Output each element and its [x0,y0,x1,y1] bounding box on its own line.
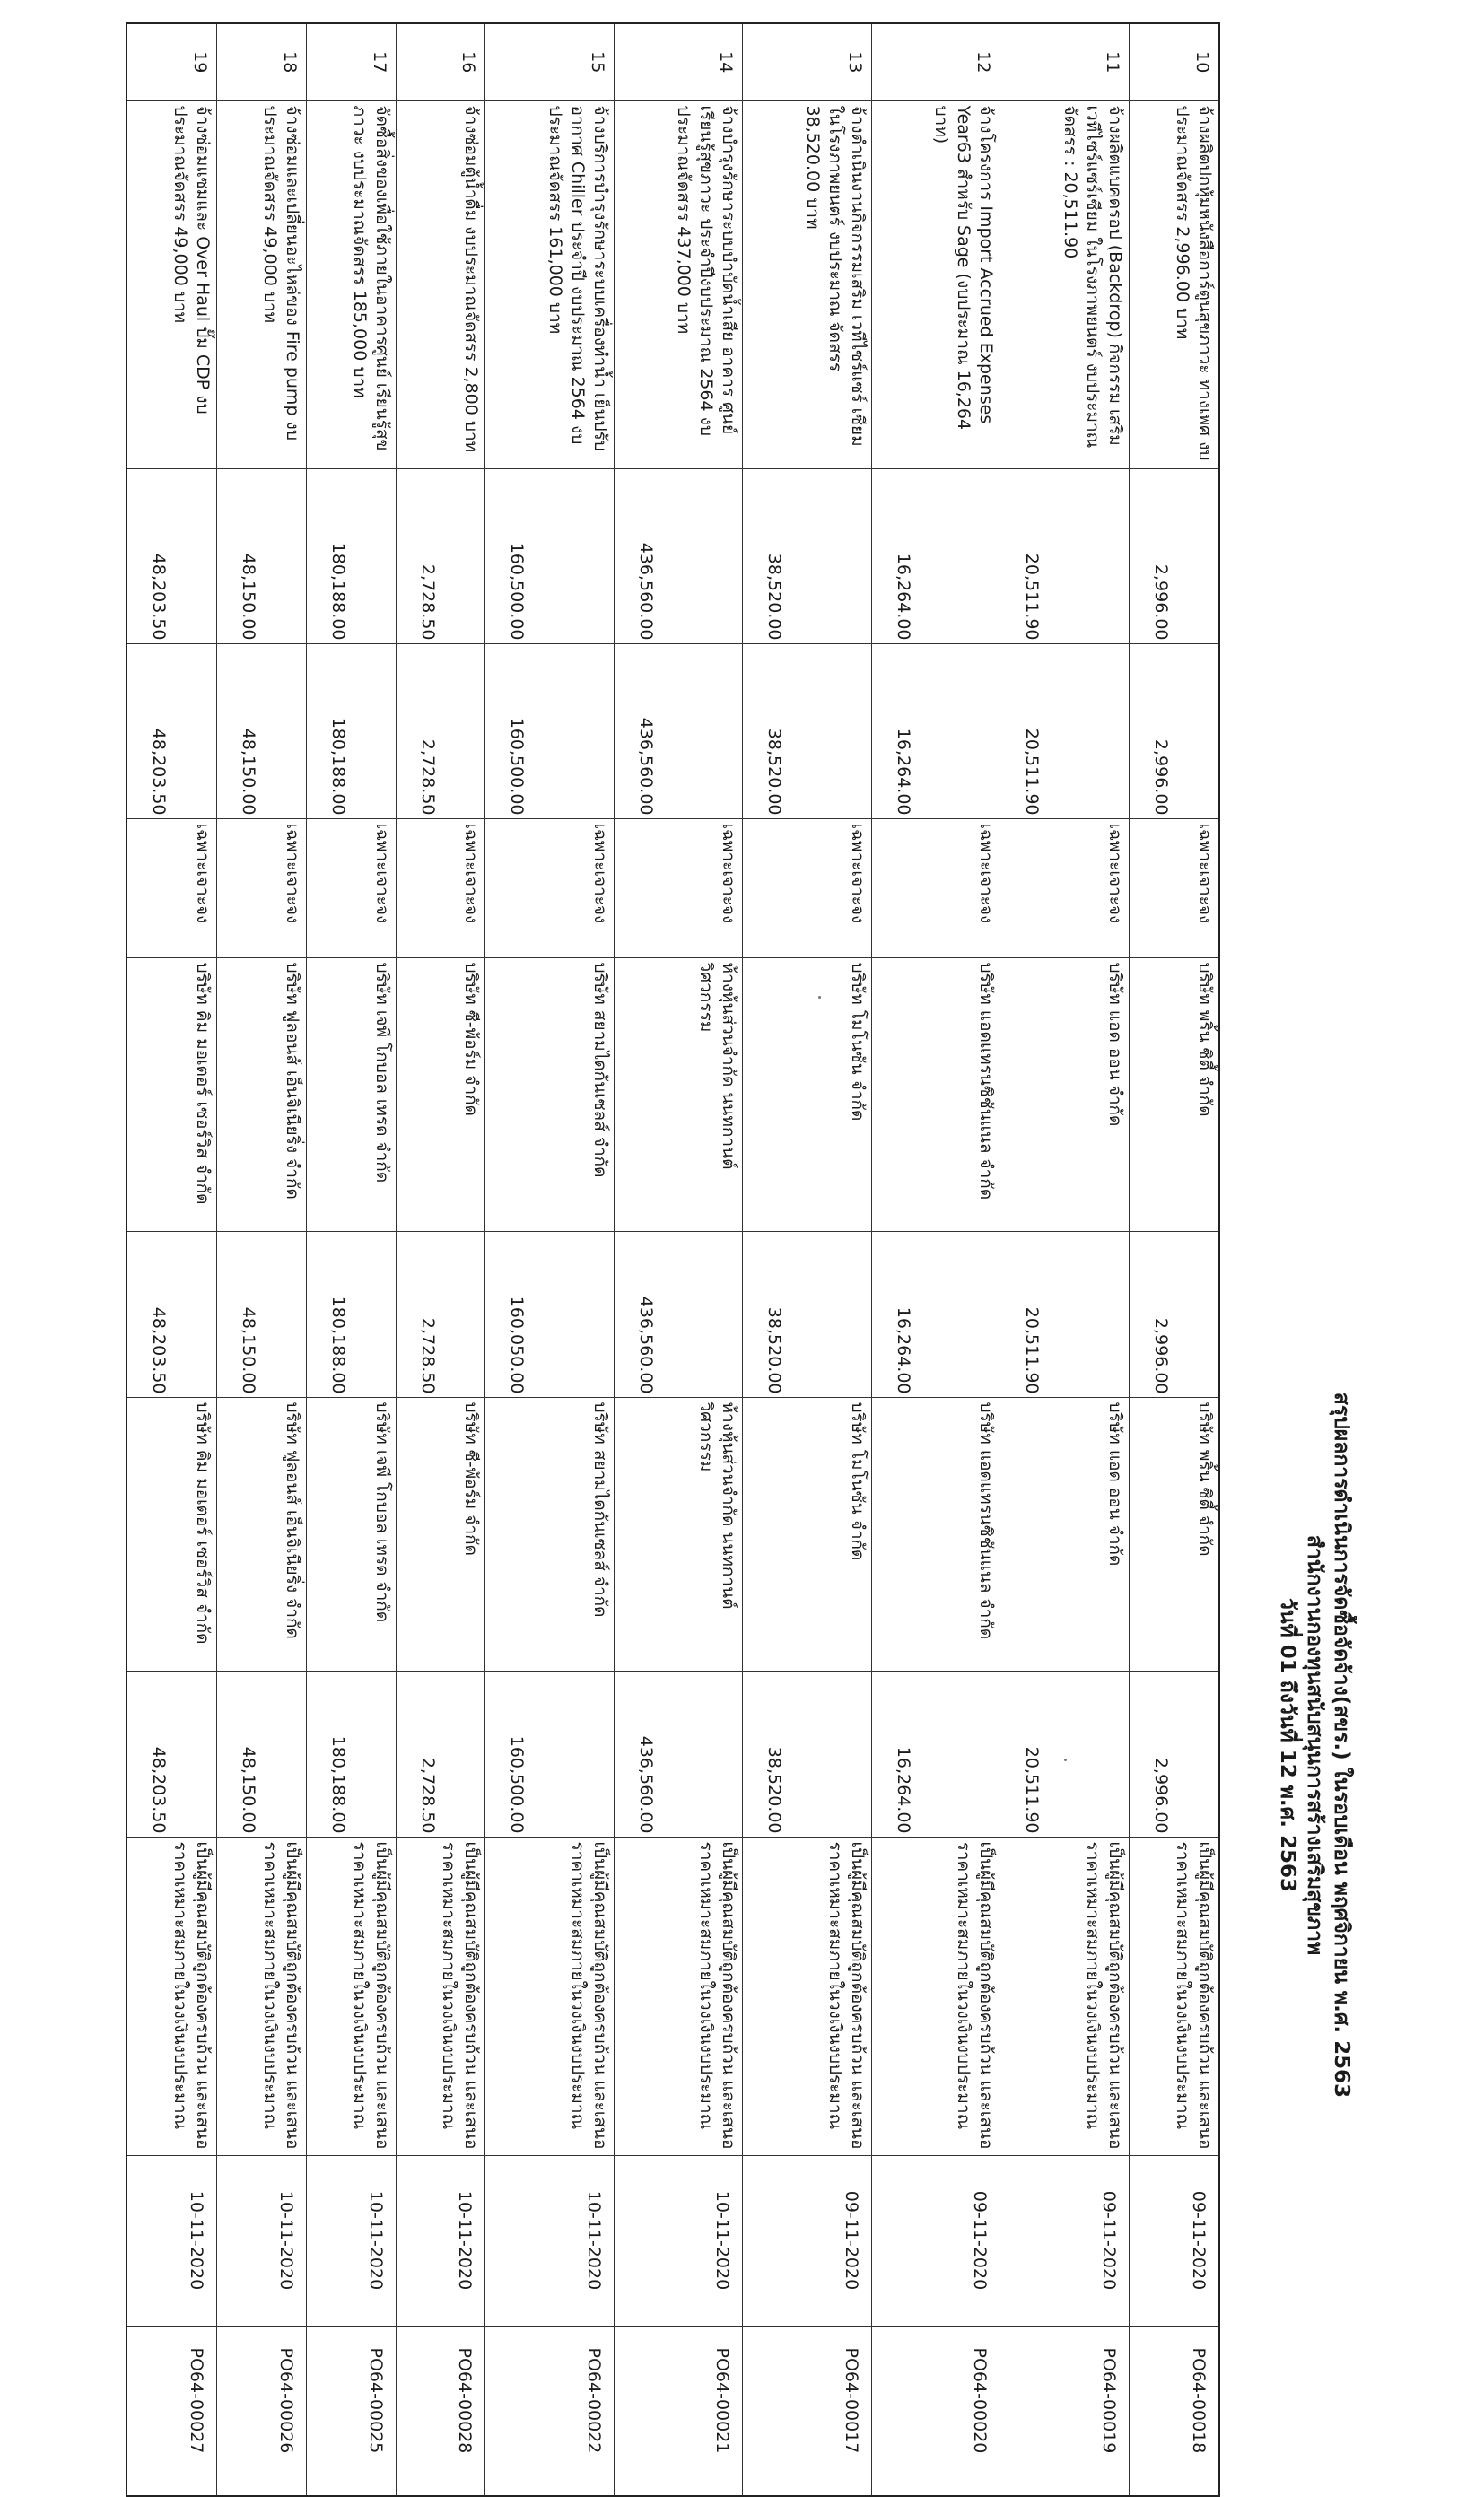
document-title-block [1274,1350,1355,2140]
reason-cell: เป็นผู้มีคุณสมบัติถูกต้องครบถ้วน และเสนอราคาเหมาะสมภายในวงเงินงบประมาณ [1000,1837,1130,2155]
row-number-cell: 18 [217,23,307,100]
winning-price-cell: 38,520.00 [743,1671,872,1837]
budget-cell: 48,150.00 [217,468,307,643]
winner-cell: บริษัท พริ้น ซิตี้ จำกัด [1129,1397,1219,1671]
po-number-cell: PO64-00027 [127,2326,217,2496]
table-row [614,23,743,2496]
winning-price-cell: 20,511.90 [1000,1671,1130,1837]
table-row [743,23,872,2496]
median-price-cell: 436,560.00 [614,643,743,818]
date-cell: 10-11-2020 [217,2155,307,2326]
bid-price-cell: 38,520.00 [743,1231,872,1397]
bidder-cell: ห้างหุ้นส่วนจำกัด นนทกานต์ วิศวกรรม [614,957,743,1231]
date-cell: 09-11-2020 [871,2155,1000,2326]
table-row [1129,23,1219,2496]
row-number-cell: 14 [614,23,743,100]
median-price-cell: 160,500.00 [485,643,615,818]
median-price-cell: 180,188.00 [306,643,396,818]
date-cell: 10-11-2020 [396,2155,485,2326]
description-cell: จ้างบำรุงรักษาระบบบำบัดน้ำเสีย อาคาร ศูนย์เรียนรู้สุขภาวะ ประจำปีงบประมาณ 2564 งบประมาณจัดสรร 437,000 บาท [614,100,743,468]
row-number-cell: 12 [871,23,1000,100]
description-cell: จ้างซ่อมตู้น้ำดื่ม งบประมาณจัดสรร 2,800 บาท [396,100,485,468]
date-cell: 10-11-2020 [306,2155,396,2326]
winning-price-cell: 48,203.50 [127,1671,217,1837]
description-cell: จ้างซ่อมและเปลี่ยนอะไหล่ของ Fire pump งบประมาณจัดสรร 49,000 บาท [217,100,307,468]
winning-price-cell: 16,264.00 [871,1671,1000,1837]
median-price-cell: 48,150.00 [217,643,307,818]
median-price-cell: 48,203.50 [127,643,217,818]
date-cell: 10-11-2020 [614,2155,743,2326]
bidder-cell: บริษัท สยามไดกันเซลส์ จำกัด [485,957,615,1231]
method-cell: เฉพาะเจาะจง [743,818,872,957]
winner-cell: บริษัท แอด ออน จำกัด [1000,1397,1130,1671]
date-cell: 09-11-2020 [743,2155,872,2326]
bid-price-cell: 48,150.00 [217,1231,307,1397]
median-price-cell: 20,511.90 [1000,643,1130,818]
bidder-cell: บริษัท แอด ออน จำกัด [1000,957,1130,1231]
description-cell: จ้างซ่อมแซมและ Over Haul ปั๊ม CDP งบประมาณจัดสรร 49,000 บาท [127,100,217,468]
table-row [485,23,615,2496]
median-price-cell: 2,996.00 [1129,643,1219,818]
bid-price-cell: 20,511.90 [1000,1231,1130,1397]
row-number-cell: 11 [1000,23,1130,100]
median-price-cell: 38,520.00 [743,643,872,818]
bid-price-cell: 160,050.00 [485,1231,615,1397]
winner-cell: บริษัท โมโนซัน จำกัด [743,1397,872,1671]
po-number-cell: PO64-00022 [485,2326,615,2496]
row-number-cell: 16 [396,23,485,100]
reason-cell: เป็นผู้มีคุณสมบัติถูกต้องครบถ้วน และเสนอราคาเหมาะสมภายในวงเงินงบประมาณ [306,1837,396,2155]
table-row [871,23,1000,2496]
po-number-cell: PO64-00018 [1129,2326,1219,2496]
method-cell: เฉพาะเจาะจง [306,818,396,957]
winning-price-cell: 48,150.00 [217,1671,307,1837]
bidder-cell: บริษัท โมโนซัน จำกัด [743,957,872,1231]
description-cell: จ้างบริการบำรุงรักษาระบบเครื่องทำน้ำ เย็นปรับอากาศ Chiller ประจำปี งบประมาณ 2564 งบประมาณจัดสรร 161,000 บาท [485,100,615,468]
row-number-cell: 15 [485,23,615,100]
bidder-cell: บริษัท ฟูลอนส์ เอ็นจิเนียริ่ง จำกัด [217,957,307,1231]
method-cell: เฉพาะเจาะจง [485,818,615,957]
method-cell: เฉพาะเจาะจง [614,818,743,957]
bidder-cell: บริษัท คิม มอเตอร์ เซอร์วิส จำกัด [127,957,217,1231]
bidder-cell: บริษัท แอดแทรนซิชันแนล จำกัด [871,957,1000,1231]
median-price-cell: 16,264.00 [871,643,1000,818]
reason-cell: เป็นผู้มีคุณสมบัติถูกต้องครบถ้วน และเสนอราคาเหมาะสมภายในวงเงินงบประมาณ [217,1837,307,2155]
bid-price-cell: 48,203.50 [127,1231,217,1397]
title-line-2: สำนักงานกองทุนสนับสนุนการสร้างเสริมสุขภาพ [1303,1534,1326,1956]
title-line-1: สรุปผลการดำเนินการจัดซื้อจัดจ้าง(สขร.) ในรอบเดือน พฤศจิกายน พ.ศ. 2563 [1330,1392,1353,2099]
winning-price-cell: 180,188.00 [306,1671,396,1837]
table-row [1000,23,1130,2496]
winning-price-cell: 160,500.00 [485,1671,615,1837]
winning-price-cell: 2,728.50 [396,1671,485,1837]
budget-cell: 2,996.00 [1129,468,1219,643]
description-cell: จัดซื้อสิ่งของเพื่อใช้ภายในอาคารศูนย์ เรียนรู้สุขภาวะ งบประมาณจัดสรร 185,000 บาท [306,100,396,468]
row-number-cell: 17 [306,23,396,100]
bid-price-cell: 436,560.00 [614,1231,743,1397]
reason-cell: เป็นผู้มีคุณสมบัติถูกต้องครบถ้วน และเสนอราคาเหมาะสมภายในวงเงินงบประมาณ [743,1837,872,2155]
budget-cell: 20,511.90 [1000,468,1130,643]
method-cell: เฉพาะเจาะจง [1000,818,1130,957]
description-cell: จ้างผลิตแบคดรอป (Backdrop) กิจกรรม เสริม เวทีไซร์แซร์เซียม ในโรงภาพยนตร์ งบประมาณจัดสรร : 20,511.90 [1000,100,1130,468]
date-cell: 09-11-2020 [1000,2155,1130,2326]
reason-cell: เป็นผู้มีคุณสมบัติถูกต้องครบถ้วน และเสนอราคาเหมาะสมภายในวงเงินงบประมาณ [396,1837,485,2155]
winner-cell: บริษัท แอดแทรนซิชันแนล จำกัด [871,1397,1000,1671]
winner-cell: ห้างหุ้นส่วนจำกัด นนทกานต์ วิศวกรรม [614,1397,743,1671]
po-number-cell: PO64-00017 [743,2326,872,2496]
budget-cell: 48,203.50 [127,468,217,643]
po-number-cell: PO64-00026 [217,2326,307,2496]
method-cell: เฉพาะเจาะจง [1129,818,1219,957]
budget-cell: 180,188.00 [306,468,396,643]
po-number-cell: PO64-00020 [871,2326,1000,2496]
reason-cell: เป็นผู้มีคุณสมบัติถูกต้องครบถ้วน และเสนอราคาเหมาะสมภายในวงเงินงบประมาณ [485,1837,615,2155]
date-cell: 10-11-2020 [127,2155,217,2326]
table-row [396,23,485,2496]
winning-price-cell: 2,996.00 [1129,1671,1219,1837]
rotated-document-page [117,22,1355,2454]
budget-cell: 38,520.00 [743,468,872,643]
budget-cell: 436,560.00 [614,468,743,643]
scan-speck [1064,1759,1067,1761]
method-cell: เฉพาะเจาะจง [127,818,217,957]
table-row [306,23,396,2496]
winner-cell: บริษัท ซี-พ้อร์ม จำกัด [396,1397,485,1671]
budget-cell: 16,264.00 [871,468,1000,643]
winner-cell: บริษัท สยามไดกันเซลส์ จำกัด [485,1397,615,1671]
method-cell: เฉพาะเจาะจง [217,818,307,957]
po-number-cell: PO64-00028 [396,2326,485,2496]
bidder-cell: บริษัท เจพี โกบอล เทรด จำกัด [306,957,396,1231]
reason-cell: เป็นผู้มีคุณสมบัติถูกต้องครบถ้วน และเสนอราคาเหมาะสมภายในวงเงินงบประมาณ [871,1837,1000,2155]
bidder-cell: บริษัท พริ้น ซิตี้ จำกัด [1129,957,1219,1231]
table-row [127,23,217,2496]
table-body [127,23,1219,2496]
budget-cell: 160,500.00 [485,468,615,643]
median-price-cell: 2,728.50 [396,643,485,818]
winner-cell: บริษัท เจพี โกบอล เทรด จำกัด [306,1397,396,1671]
procurement-summary-table [126,22,1220,2497]
po-number-cell: PO64-00021 [614,2326,743,2496]
bid-price-cell: 2,996.00 [1129,1231,1219,1397]
row-number-cell: 13 [743,23,872,100]
row-number-cell: 19 [127,23,217,100]
date-cell: 10-11-2020 [485,2155,615,2326]
reason-cell: เป็นผู้มีคุณสมบัติถูกต้องครบถ้วน และเสนอราคาเหมาะสมภายในวงเงินงบประมาณ [1129,1837,1219,2155]
bid-price-cell: 180,188.00 [306,1231,396,1397]
bid-price-cell: 16,264.00 [871,1231,1000,1397]
description-cell: จ้างผลิตปกหุ้มหนังสือการ์ตูนสุขภาวะ ทางเพศ งบประมาณจัดสรร 2,996.00 บาท [1129,100,1219,468]
date-cell: 09-11-2020 [1129,2155,1219,2326]
method-cell: เฉพาะเจาะจง [871,818,1000,957]
method-cell: เฉพาะเจาะจง [396,818,485,957]
title-line-3: วันที่ 01 ถึงวันที่ 12 พ.ศ. 2563 [1276,1597,1299,1893]
table-row [217,23,307,2496]
description-cell: จ้างโครงการ Import Accrued Expenses Year63 สำหรับ Sage (งบประมาณ 16,264 บาท) [871,100,1000,468]
winner-cell: บริษัท ฟูลอนส์ เอ็นจิเนียริ่ง จำกัด [217,1397,307,1671]
row-number-cell: 10 [1129,23,1219,100]
winning-price-cell: 436,560.00 [614,1671,743,1837]
reason-cell: เป็นผู้มีคุณสมบัติถูกต้องครบถ้วน และเสนอราคาเหมาะสมภายในวงเงินงบประมาณ [127,1837,217,2155]
winner-cell: บริษัท คิม มอเตอร์ เซอร์วิส จำกัด [127,1397,217,1671]
bid-price-cell: 2,728.50 [396,1231,485,1397]
scan-speck [818,996,821,999]
po-number-cell: PO64-00025 [306,2326,396,2496]
po-number-cell: PO64-00019 [1000,2326,1130,2496]
reason-cell: เป็นผู้มีคุณสมบัติถูกต้องครบถ้วน และเสนอราคาเหมาะสมภายในวงเงินงบประมาณ [614,1837,743,2155]
bidder-cell: บริษัท ซี-พ้อร์ม จำกัด [396,957,485,1231]
description-cell: จ้างดำเนินงานกิจกรรมเสริม เวทีไซร์แซร์ เซียม ในโรงภาพยนตร์ งบประมาณ จัดสรร 38,520.00 บาท [743,100,872,468]
budget-cell: 2,728.50 [396,468,485,643]
